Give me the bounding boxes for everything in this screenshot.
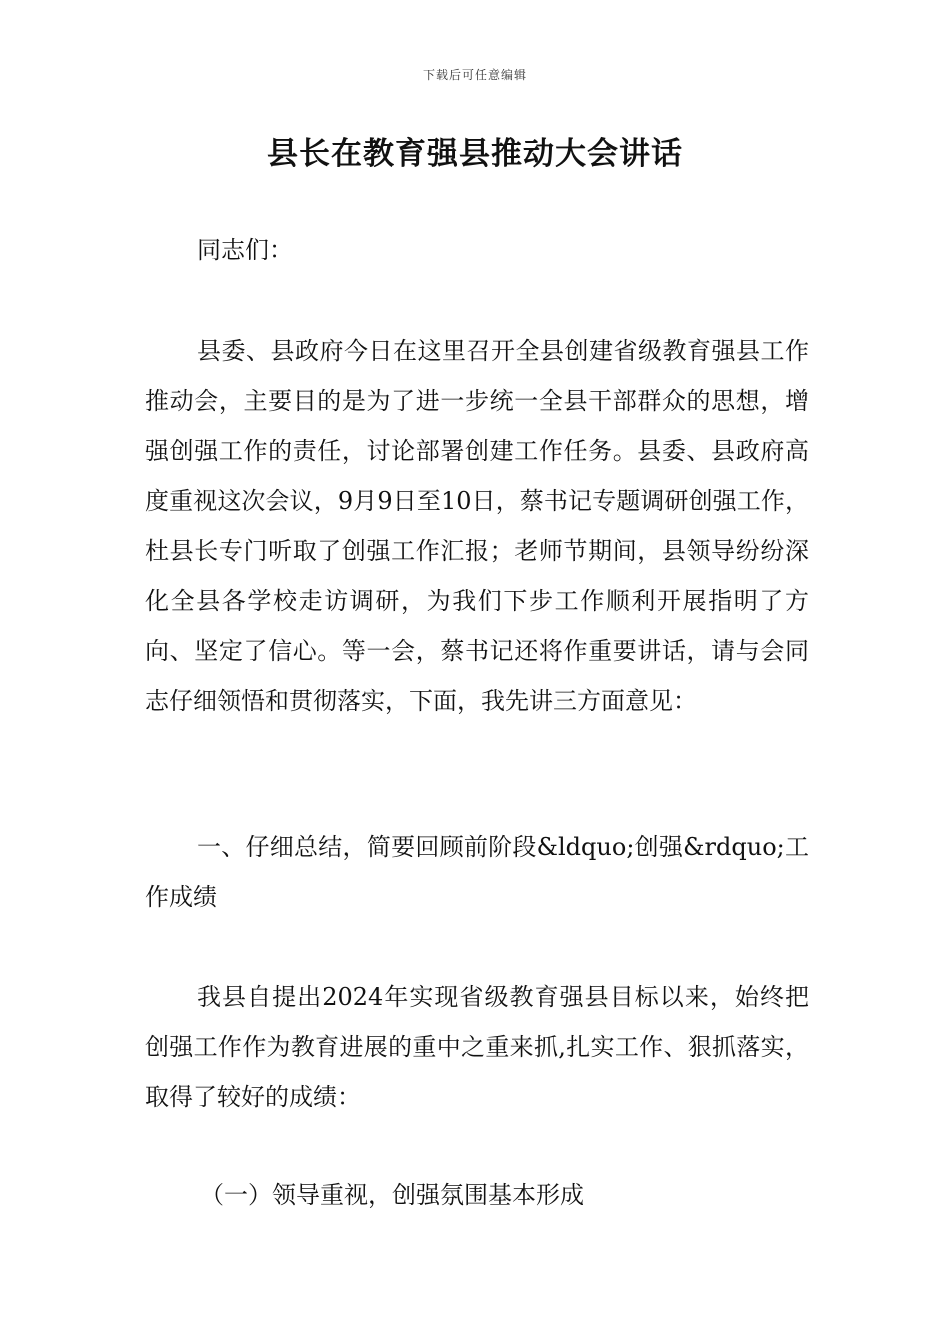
section-heading-1: 一、仔细总结，简要回顾前阶段&ldquo;创强&rdquo;工作成绩 xyxy=(145,833,809,911)
paragraph-2: 我县自提出2024年实现省级教育强县目标以来，始终把创强工作作为教育进展的重中之重来抓,扎实工作、狠抓落实，取得了较好的成绩： xyxy=(145,983,809,1111)
subsection-heading-1: （一）领导重视，创强氛围基本形成 xyxy=(200,1181,584,1209)
salutation: 同志们： xyxy=(197,236,293,264)
paragraph-1: 县委、县政府今日在这里召开全县创建省级教育强县工作推动会，主要目的是为了进一步统一全县干部群众的思想，增强创强工作的责任，讨论部署创建工作任务。县委、县政府高度重视这次会议，9月9日至10日，蔡书记专题调研创强工作，杜县长专门听取了创强工作汇报；老师节期间，县领导纷纷深化全县各学校走访调研，为我们下步工作顺利开展指明了方向、坚定了信心。等一会，蔡书记还将作重要讲话，请与会同志仔细领悟和贯彻落实，下面，我先讲三方面意见： xyxy=(145,337,809,715)
document-title: 县长在教育强县推动大会讲话 xyxy=(267,136,683,172)
header-note: 下载后可任意编辑 xyxy=(422,68,527,82)
